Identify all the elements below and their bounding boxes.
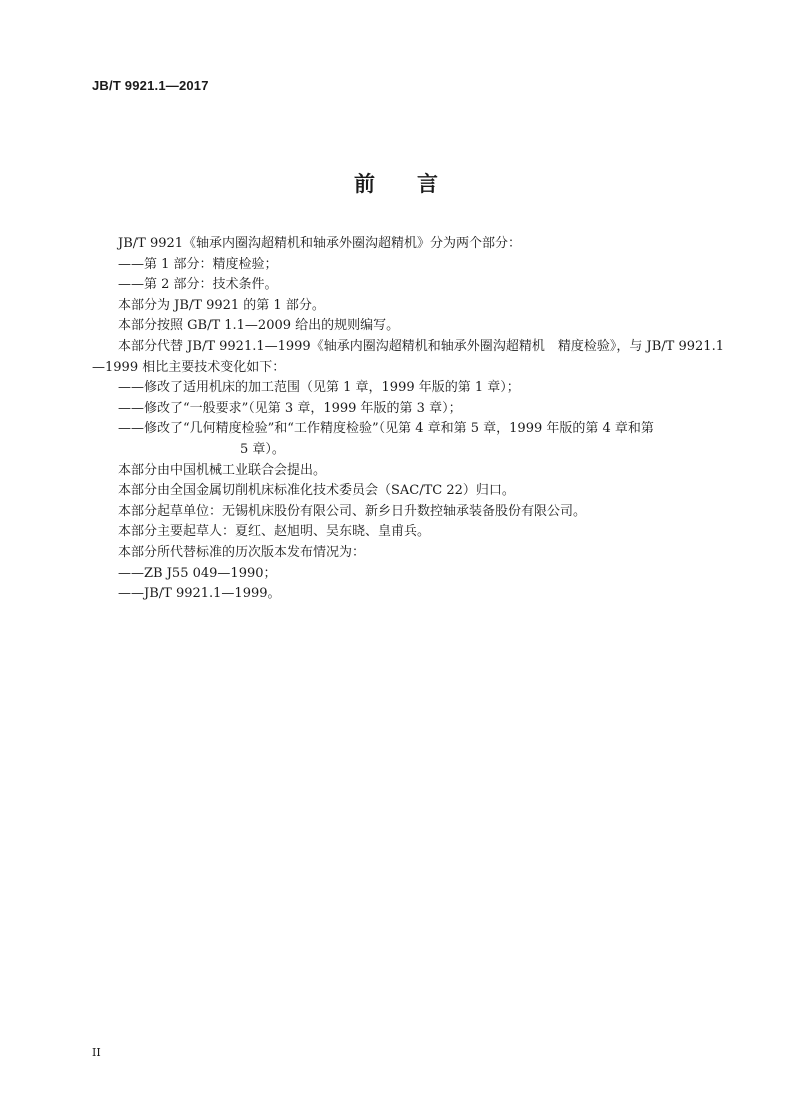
- list-item-change3: ——修改了“几何精度检验”和“工作精度检验”（见第 4 章和第 5 章，1999 年版的第 4 章和第: [118, 421, 654, 437]
- paragraph-rules: 本部分按照 GB/T 1.1—2009 给出的规则编写。: [118, 318, 400, 334]
- paragraph-committee: 本部分由全国金属切削机床标准化技术委员会（SAC/TC 22）归口。: [118, 483, 515, 499]
- list-item-history1: ——ZB J55 049—1990；: [118, 565, 277, 581]
- list-item-change2: ——修改了“一般要求”（见第 3 章，1999 年版的第 3 章）；: [118, 400, 462, 416]
- page-title: 前言: [354, 172, 480, 196]
- paragraph-drafting-units: 本部分起草单位：无锡机床股份有限公司、新乡日升数控轴承装备股份有限公司。: [118, 503, 587, 519]
- paragraph-replaces: 本部分代替 JB/T 9921.1—1999《轴承内圈沟超精机和轴承外圈沟超精机 精度检验》，与 JB/T 9921.1—1999 相比主要技术变化如下：: [92, 338, 724, 375]
- preface-body: [92, 234, 724, 605]
- list-item-part1: ——第 1 部分：精度检验；: [118, 256, 278, 272]
- paragraph-history: 本部分所代替标准的历次版本发布情况为：: [118, 544, 366, 560]
- list-item-change1: ——修改了适用机床的加工范围（见第 1 章，1999 年版的第 1 章）；: [118, 380, 520, 396]
- page-number: II: [92, 1046, 101, 1059]
- paragraph-drafters: 本部分主要起草人：夏红、赵旭明、吴东晓、皇甫兵。: [118, 524, 431, 540]
- paragraph-proposer: 本部分由中国机械工业联合会提出。: [118, 462, 327, 478]
- list-item-history2: ——JB/T 9921.1—1999。: [118, 586, 281, 602]
- list-item-part2: ——第 2 部分：技术条件。: [118, 277, 278, 293]
- paragraph-intro: JB/T 9921《轴承内圈沟超精机和轴承外圈沟超精机》分为两个部分：: [118, 236, 522, 251]
- paragraph-scope: 本部分为 JB/T 9921 的第 1 部分。: [118, 297, 325, 313]
- list-item-change3-continued: 5 章）。: [240, 441, 285, 457]
- standard-code: JB/T 9921.1—2017: [92, 78, 209, 93]
